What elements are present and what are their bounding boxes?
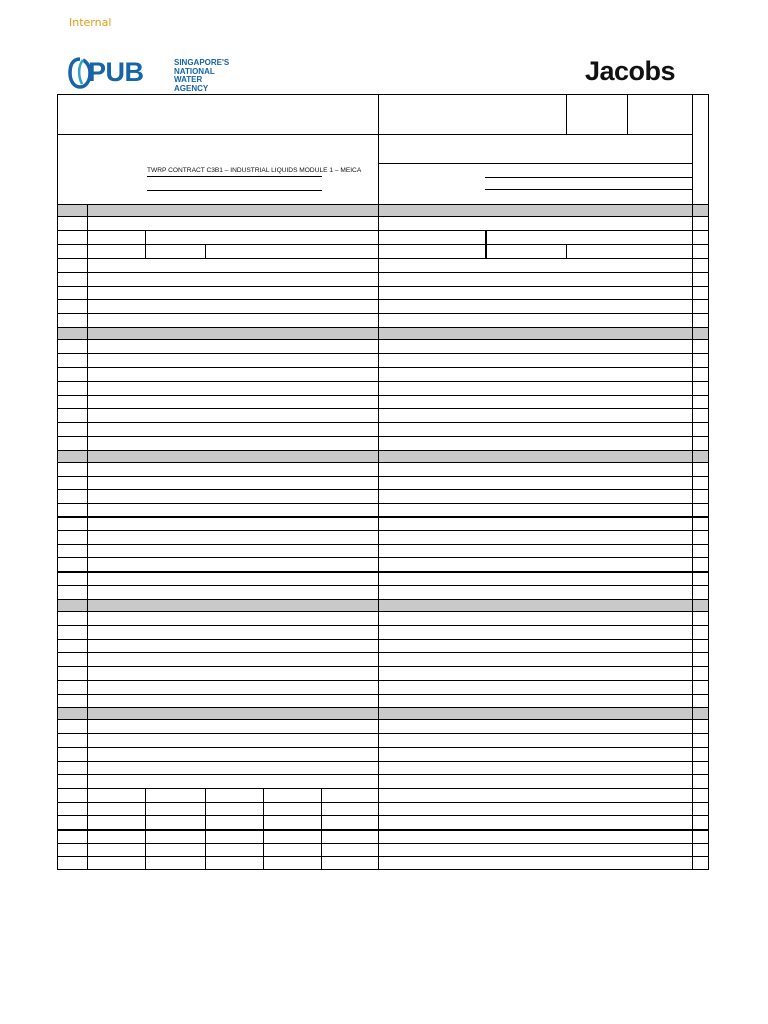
row-line [57,707,708,708]
row-separator [57,571,708,573]
row-line [57,408,708,409]
row-line [57,625,708,626]
pub-wordmark: PUB [88,57,144,87]
sub-col-line [145,230,146,258]
right-column-line [692,94,693,869]
row-line [57,339,708,340]
row-line [57,761,708,762]
row-line [57,774,708,775]
sub-col-line [205,788,206,869]
row-line [57,611,708,612]
section-band [58,599,708,611]
row-line [57,788,708,789]
frame-top [57,94,709,95]
row-line [57,476,708,477]
pub-tagline [174,59,238,93]
row-line [57,733,708,734]
project-title: TWRP CONTRACT C3B1 – INDUSTRIAL LIQUIDS MODULE 1 – MEICA [147,167,362,174]
jacobs-logo: Jacobs [585,56,676,86]
row-line [57,422,708,423]
row-line [57,489,708,490]
sub-col-line [321,788,322,869]
row-separator [57,829,708,831]
row-line [57,381,708,382]
frame-bottom [57,869,709,870]
row-line [57,530,708,531]
row-line [57,230,708,231]
sub-col-line [485,230,487,258]
row-line [57,843,708,844]
row-line [57,503,708,504]
row-line [57,286,708,287]
row-line [57,353,708,354]
sub-col-line [263,788,264,869]
title-underline [147,190,322,191]
sub-col-line [205,244,206,258]
row-line [57,395,708,396]
row-line [57,599,708,600]
row-line [57,367,708,368]
field-underline [485,177,692,178]
pub-tagline-line-1: SINGAPORE'S [174,58,230,67]
row-line [57,639,708,640]
row-line [57,258,708,259]
row-line [57,544,708,545]
rev-col-line [627,94,628,134]
row-separator [57,516,708,518]
row-line [57,585,708,586]
row-line [57,694,708,695]
row-line [57,719,708,720]
field-underline [485,189,692,190]
frame-left [57,94,58,870]
row-line [57,557,708,558]
row-line [57,815,708,816]
row-line [57,204,708,205]
section-band [58,450,708,462]
item-col-line [87,204,88,869]
row-line [57,327,708,328]
middle-col-line [378,204,379,869]
header-divider [378,94,379,204]
sub-col-line [145,788,146,869]
row-line [57,652,708,653]
header-row-line [57,134,692,135]
row-line [57,450,708,451]
header-row-line [378,163,692,164]
pub-tagline-line-3: WATER AGENCY [174,75,209,93]
row-line [57,272,708,273]
row-line [57,216,708,217]
row-line [57,666,708,667]
row-line [57,313,708,314]
row-line [57,462,708,463]
row-line [57,802,708,803]
section-band [58,204,708,216]
row-line [57,680,708,681]
section-band [58,707,708,719]
title-underline [147,176,322,177]
sub-col-line [566,244,567,258]
pub-logo [68,56,238,93]
pub-tagline-line-2: NATIONAL [174,66,215,76]
section-band [58,327,708,339]
row-line [57,244,708,245]
row-line [57,747,708,748]
row-line [57,299,708,300]
frame-right [708,94,709,870]
row-line [57,436,708,437]
classification-label: Internal [69,16,112,29]
rev-col-line [566,94,567,134]
row-line [57,856,708,857]
